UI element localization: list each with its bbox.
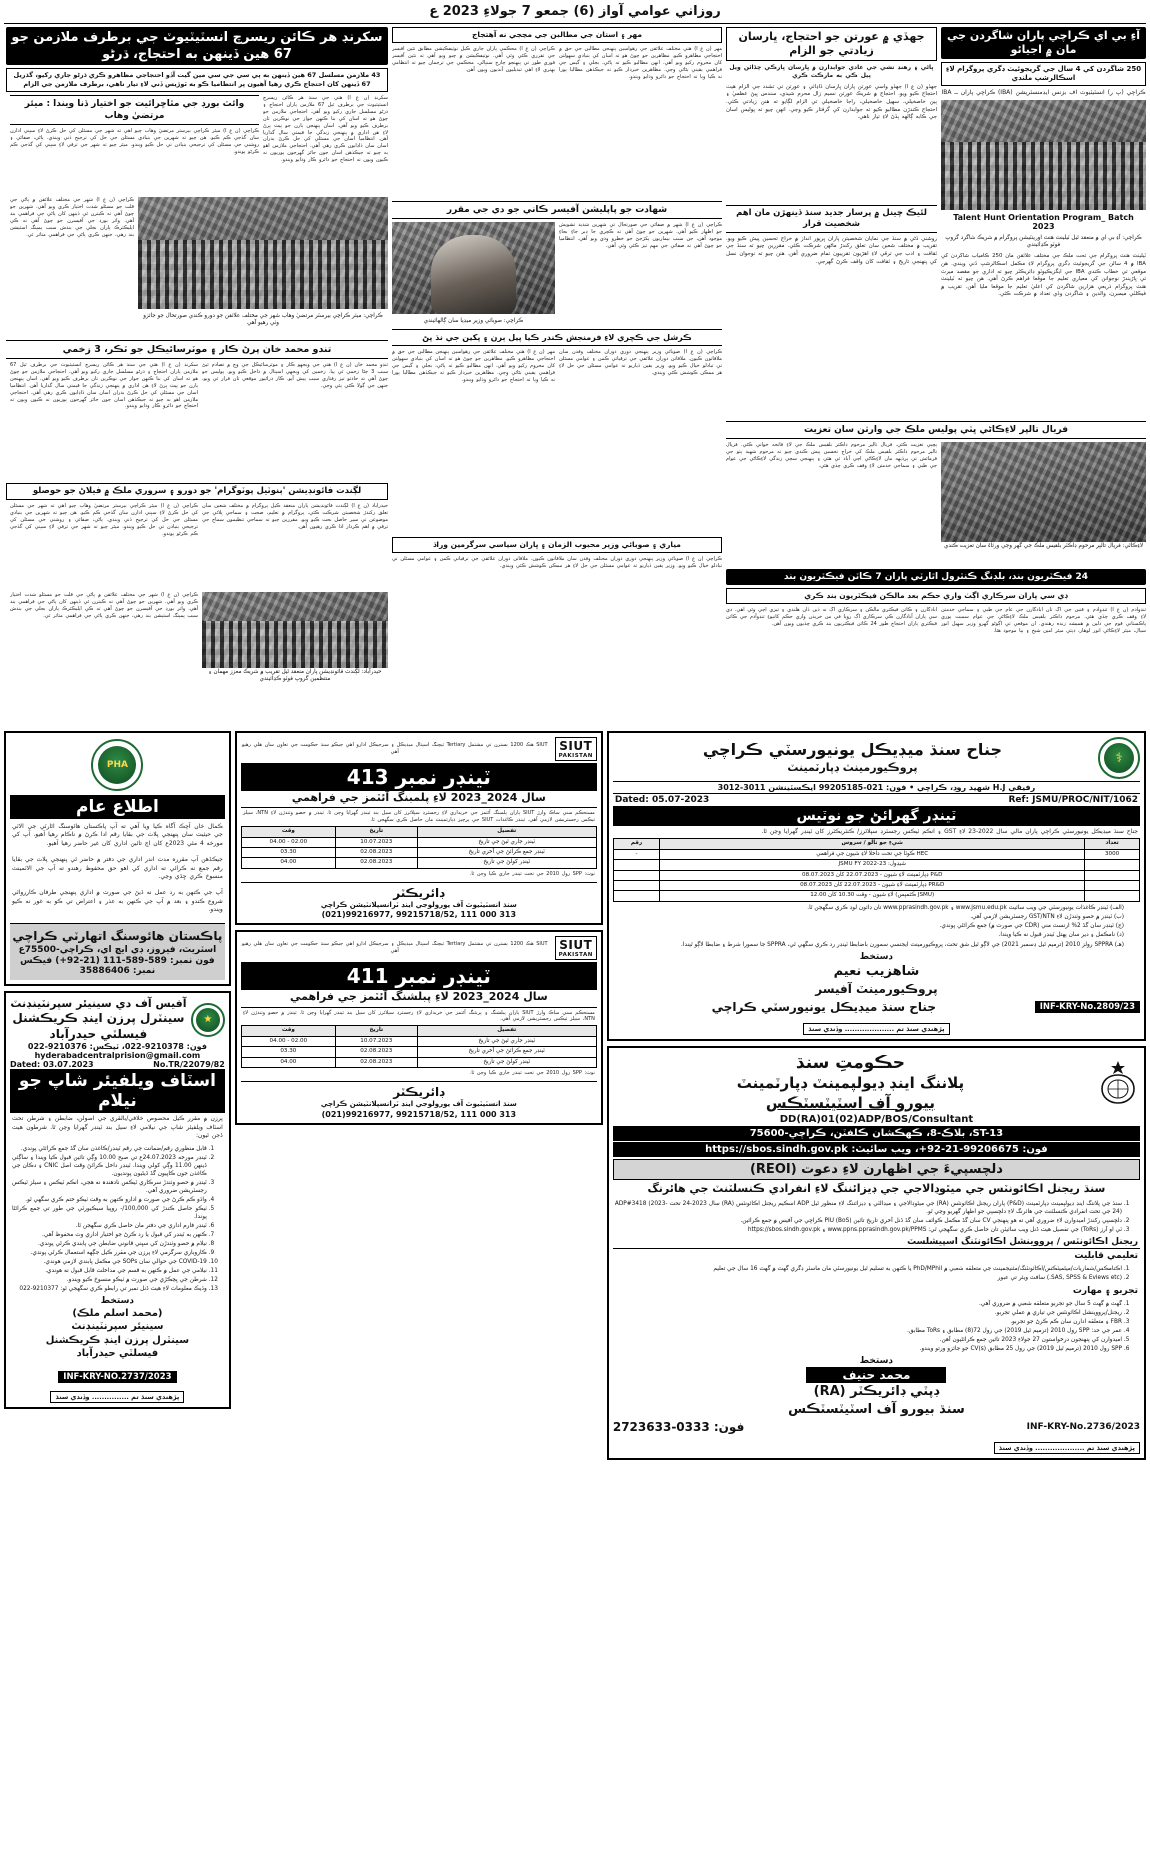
housing-address: اسٽريٽ، فيروز، ڊي ايڇ اي، ڪراچي-75500ع <box>18 944 217 955</box>
housing-authority-ad <box>4 731 231 986</box>
cell: 10.07.2023 <box>335 837 417 847</box>
siut-411-sig: ڊائريڪٽر <box>393 1084 445 1099</box>
table-row <box>241 847 596 857</box>
protest-body: جهڏو (ن ع آ) جهڏو واسي عورتن پاران ڀارسان ڏاڍائي ۽ عورتن تي تشدد جي الزام هيٺ احتجاج ڪيو ويو. احتجاج ۾ شريڪ عورتن نسيم زال محرم شيدي، سندس ڀيڻ عظميٰ ۽ ٻين خاصخيلي، سهيل خاصخيلي، راجا خاصخيلي تي الزام لڳايو ته هنن زيادتي ڪئي. احتجاج ڪندڙن مطالبو ڪيو ته جوابدارن کي گرفتار ڪيو وڃي. انهن چيو ته پوليس اسان جي ڪابه ڳالهه ٻڌڻ لاءِ تيار ناهي. <box>726 83 937 121</box>
cell: 04.00 <box>241 1057 335 1067</box>
housing-title: اطلاع عام <box>10 795 225 819</box>
bos-gov-title: حڪومتِ سنڌ <box>795 1052 905 1073</box>
table-row <box>613 881 1139 891</box>
bos-reoi-ad <box>607 1046 1146 1460</box>
cell: 04.00 <box>241 858 335 868</box>
list-item: 5. ٺيڪو حاصل ڪندڙ کي 100,000/- روپيا سيڪيورٽي جي طور تي جمع ڪرائڻا پوندا. <box>12 1205 207 1221</box>
cell: ٽينڊر جاري ٿيڻ جي تاريخ <box>417 1036 596 1046</box>
cell: 10.07.2023 <box>335 1036 417 1046</box>
housing-body-2: جيڪڏهن آپ مقرره مدت اندر اداري جي دفتر ۾ حاضر ٿي پنهنجي پلاٽ جي بقايا رقم جمع نه ڪرائي ته اداري کي اهو حق محفوظ رهندو ته آپ جي الاٽمينٽ منسوخ ڪري ڇڏي وڃي. <box>12 856 223 881</box>
siut-413-blurb: SIUT هڪ 1200 بسترن تي مشتمل Tertiary ٽيچنگ اسپتال ميڊيڪل ۽ سرجيڪل ادارو آهي جيڪو سنڌ حڪومت جي تعاون سان هلي رهيو آهي <box>241 742 548 755</box>
list-item: 6. ٽينڊر فارم اداري جي دفتر مان حاصل ڪري سگهجن ٿا. <box>12 1222 207 1230</box>
bos-contact: فون: 99206675-21-92+، ويب سائيٽ: https://sbos.sindh.gov.pk <box>613 1141 1140 1157</box>
list-item: 7. ڪنهن به ٽينڊر کي قبول يا رد ڪرڻ جو اختيار اداري وٽ محفوظ آهي. <box>12 1231 207 1239</box>
mid-photo <box>392 222 555 314</box>
pha-logo-icon <box>91 739 143 791</box>
table-row <box>241 858 596 868</box>
table-row <box>613 860 1139 870</box>
cell: 02.08.2023 <box>335 1047 417 1057</box>
prison-dated: Dated: 03.07.2023 <box>10 1060 94 1070</box>
cell: PR&D ڊپارٽمينٽ لاءِ شيون - 22.07.2023 کان 08.07.2023 <box>660 881 1085 891</box>
jsmu-address: رفيقي H.J شهيد روڊ، ڪراچي • فون: 021-99205185 ايڪسٽينشن 3011-3012 <box>613 781 1140 794</box>
list-item: 3. FBR ۽ متعلقه ادارن سان ڪم ڪرڻ جو تجربو. <box>615 1318 1122 1326</box>
jsmu-ref: Ref: JSMU/PROC/NIT/1062 <box>1008 795 1138 805</box>
foundation-photo-wrap <box>202 592 388 688</box>
jsmu-inf-ref: INF-KRY-No.2809/23 <box>1035 1001 1140 1013</box>
siut-413-subbanner: سال 2024_2023 لاءِ پلمبنگ آئٽمز جي فراهمي <box>241 791 597 808</box>
list-item: 10. COVID-19 جي حوالي سان SOPs جي مڪمل پابندي لازمي هوندي. <box>12 1258 207 1266</box>
bos-inf-ref: INF-KRY-No.2736/2023 <box>1026 1421 1140 1432</box>
talpur-headline: فريال تالپر لاءِڪاڻي ڀٽي پوليس ملڪ جي وارثن سان تعزيت <box>726 421 1146 439</box>
siut-411-header-row <box>241 1026 596 1036</box>
left-news-column <box>6 27 388 727</box>
accident-body: ٽنڊو محمد خان (ن ع آ) هتي جي ويجهو ڪار ۽ موٽرسائيڪل جي وچ ۾ تصادم ٿيڻ سبب 3 ڄڻا زخمي ٿي پيا. زخمين کي ويجهي اسپتال ۾ داخل ڪيو ويو. پوليس جو چوڻ آهي ته حادثو تيز رفتاري سبب پيش آيو. ڪار ڊرائيور موقعي تان فرار ٿي ويو، جنهن جي ڳولا ڪئي پئي وڃي. <box>202 362 388 389</box>
foundation-photo-caption: حيدرآباد: لڳندت فائونڊيشن پاران منعقد ٿيل تقريب ۾ شريڪ معزز مهمان ۽ منتظمين گروپ فوٽو ڪڍائيندي <box>208 669 382 682</box>
cell: 02.00 - 04.00 <box>241 1036 335 1046</box>
list-item: 1. سنڌ جي پلاننگ اينڊ ڊيولپمينٽ ڊپارٽمينٽ (P&D) پاران ريجنل اڪائونٽس (RA) جي ميٿوڊالاجي ۽ ميڊالٽي ۽ ڊيزائننگ لاءِ منظور ٿيل ADP اسڪيم ريجنل اڪائونٽس (RA) سال 2023-24 تحت ADP#3418 (2023-24) جي تحت انفرادي ڪنسلٽنٽ جي هائرنگ لاءِ دلچسپي جو اظهار گهريو وڃي ٿو. <box>615 1200 1122 1216</box>
siut-411-banner: ٽينڊر نمبر 411 <box>241 962 597 990</box>
cell <box>613 860 659 870</box>
siut-413-th-1: تاريخ <box>335 827 417 837</box>
jsmu-th-0: تعداد <box>1085 839 1140 849</box>
jsmu-sig-label: دستخط <box>859 951 894 962</box>
bos-intro-list <box>615 1200 1134 1234</box>
siut-411-th-1: تاريخ <box>335 1026 417 1036</box>
jsmu-dept: پروڪيورمينٽ ڊپارٽمينٽ <box>787 761 918 775</box>
prison-sig-0: دستخط <box>100 1295 135 1306</box>
iba-body: ٽيلينٽ هنٽ پروگرام جي تحت ملڪ جي مختلف علائقن مان 250 ڪامياب شاگردن کي IBA ۾ 4 سالن جي گريجوئيٽ ڊگري پروگرام لاءِ مڪمل اسڪالرشپ ڏني ويندي. هن موقعي تي خطاب ڪندي IBA جي ايگزيڪيوٽو ڊائريڪٽر چيو ته اداري جو مقصد ميرٽ تي ڀاڙيندڙ نوجوانن کي معياري تعليم جا موقعا فراهم ڪرڻ آهي. هن چيو ته ٽيلينٽ هنٽ پروگرام ذريعي هزارين شاگردن کي اعليٰ تعليم جا موقعا مليا آهن. تقريب ۾ فيڪلٽي ميمبرن، والدين ۽ شاگردن وڏي تعداد ۾ شرڪت ڪئي. <box>941 253 1146 298</box>
siut-411-body: مستحڪم سني ساڪ وارڙ SIUT پاران پبلشنگ ۽ پرنٽنگ آئٽمز جي خريداري لاءِ رجسٽرڊ سپلائرز کان سيل بند ٽينڊر گهرايا وڃن ٿا. ٽينڊر ۾ حصو وٺندڙن لاءِ NTN، سيلز ٽيڪس رجسٽريشن لازمي آهي. <box>242 1009 595 1023</box>
bos-sig-phone: فون: 0333-2723633 <box>612 1419 745 1434</box>
siut-413-sig: ڊائريڪٽر <box>393 885 445 900</box>
bos-sig-org: سنڌ بيورو آف اسٽيٽسٽڪس <box>788 1402 965 1417</box>
siut-411-blurb: SIUT هڪ 1200 بسترن تي مشتمل Tertiary ٽيچنگ اسپتال ميڊيڪل ۽ سرجيڪل ادارو آهي جيڪو سنڌ حڪومت جي تعاون سان هلي رهيو آهي <box>241 941 548 955</box>
siut-413-header-row <box>241 827 596 837</box>
cell: 02.08.2023 <box>335 858 417 868</box>
cell <box>1085 881 1140 891</box>
bos-reoi-sub: سنڌ ريجنل اڪائونٽس جي ميٿوڊالاجي جي ڊيزائننگ لاءِ انفرادي ڪنسلٽنٽ جي هائرنگ <box>647 1182 1106 1196</box>
siut-411-phone: (021)99216977, 99215718/52, 111 000 313 <box>321 1109 517 1119</box>
prison-title-1: آفيس آف دي سينيئر سپرنٽينڊنٽ <box>10 996 187 1010</box>
jsmu-tender-table <box>613 838 1140 901</box>
factory-body-1: ٽنڊوآدم (ن ع آ) ٽنڊوآدم ۽ قنبن جي اڳ تان آبادگارن جي عام جي طبي ۽ سماجي خدمتن لاءِ وقف ڪري چڏي هئي. مرحوم ڊاڪٽر بلقيس ملڪ لاءِڪاڻي جي عوام سميت پوري پاڪستاني قوم جي دلين ۾ هميشه زنده رهندي. ان موقعي تي اڳوڻو گهرو وزير سهيل انور سيال، ميئر لاءِڪاڻي انور لوهار، ڊپٽي ميئر امين شيخ ۽ ٻيا موجود هئا. <box>941 606 1146 634</box>
bos-section-1: ريجنل اڪائونٽس / پرووينشل اڪائونٽنگ اسپيشلسٽ <box>613 1236 1140 1249</box>
factory-subhead-b: ڊي سي پاران سرڪاري اڳٺ واري حڪم بعد مالڪن فيڪٽريون بند ڪري <box>726 588 1146 604</box>
advertisement-section <box>4 731 1146 1851</box>
jsmu-sig-name: شاهزيب نعيم <box>833 964 920 979</box>
bos-experience <box>615 1300 1134 1353</box>
list-item: 6. SPP رول 2010 (ترميم ٿيل 2019) جي رول 25 مطابق CV(s) جو جائزو ورتو ويندو. <box>615 1345 1122 1353</box>
bos-bureau-title: بيورو آف اسٽيٽسٽڪس <box>765 1093 935 1112</box>
jsmu-sig-org: جناح سنڌ ميڊيڪل يونيورسٽي ڪراچي <box>711 999 936 1014</box>
accident-headline: تندو محمد خان پرڻ ڪار ۽ موٽرسائيڪل جو ٽڪر، 3 زخمي <box>6 340 388 359</box>
list-item: 3. ٽينڊر ۾ حصو وٺندڙ سرڪاري ٽيڪس نادهندہ نه هجي، انڪم ٽيڪس ۽ سيلز ٽيڪس رجسٽريشن ضروري آهي. <box>12 1179 207 1195</box>
bos-sig-name: محمد حنيف <box>806 1367 946 1383</box>
bos-dept-title: پلاننگ اينڊ ڊيولپمينٽ ڊپارٽمينٽ <box>736 1074 965 1093</box>
siut-logo-icon-2 <box>555 936 597 960</box>
siut-411-th-2: وقت <box>241 1026 335 1036</box>
bos-qualifications <box>615 1265 1134 1282</box>
accident-body-2: سکرنڊ (ن ع آ) هتي جي سنڌ هر ڪائن ريسرچ انسٽيٽيوٽ جي برطرف ٿيل 67 ملازمن پاران احتجاج ۽ ڌرڻو مسلسل جاري رکيو ويو آهي. احتجاجي ملازمن جو چوڻ هو ته اسان کي بنا ڪنهن جواز جي نوڪرين تان برطرف ڪيو ويو آهي. اسان پنهنجن ٻارن جو پيٽ ڀرڻ لاءِ هن اداري ۾ پنهنجي زندگي جا قيمتي سال گذاريا آهن. انتظاميا اسان جي مسئلي کي حل ڪرڻ بدران اسان سان ڏاڍايون ڪري رهي آهي. احتجاجي ملازمن اهو به چيو ته جيڪڏهن اسان جون جائز گهرجون پوريون نه ڪيون ويون ته احتجاج جو دائرو ڪار وڌايو ويندو. <box>10 362 198 410</box>
cell: شيڊول: JSMU FY 2022-23 <box>660 860 1085 870</box>
jsmu-dots-strip: پڙهندي سنڌ تم .................... وڏندي سنڌ <box>803 1023 949 1035</box>
cell: 02.08.2023 <box>335 847 417 857</box>
housing-org: پاڪستان هائوسنگ اتھارٽي ڪراچي <box>12 928 223 943</box>
bos-section-2: تعليمي قابليت <box>1074 1251 1138 1262</box>
siut-411-org: سنڌ انسٽيٽيوٽ آف يورولوجي اينڊ ٽرانسپلانٽيشن ڪراچي <box>320 1100 517 1109</box>
cell: 02.00 - 04.00 <box>241 837 335 847</box>
lead-headline: سکرنڊ هر ڪائن ريسرچ انسٽيٽيوٽ جي برطرف ملازمن جو 67 هين ڏينهن به احتجاج، ڌرڻو <box>6 27 388 65</box>
jsmu-conditions <box>615 904 1134 949</box>
prison-inf-ref: INF-KRY-NO.2737/2023 <box>58 1371 176 1383</box>
list-item: 8. نيلام ۾ حصو وٺندڙن کي سڀني قانوني ضابطن جي پابندي ڪرڻي پوندي. <box>12 1240 207 1248</box>
prison-banner: اسٽاف ويلفيئر شاپ جو نيلام <box>10 1069 225 1113</box>
cell <box>1085 891 1140 901</box>
mid-headline-2: ڪرشل جي ڪچري لاءِ فرمنجش ڪندر ڪيا پيل ٻرن ۽ پکين جي نڌ پڻ <box>392 329 722 346</box>
jsmu-title: جناح سنڌ ميڊيڪل يونيورسٽي ڪراچي <box>702 740 1002 760</box>
siut-413-banner: ٽينڊر نمبر 413 <box>241 763 597 791</box>
cell: ٽينڊر جاري ٿيڻ جي تاريخ <box>417 837 596 847</box>
cell: 03.30 <box>241 847 335 857</box>
bos-reoi-title: دلچسپيءَ جي اظهارن لاءِ دعوت (REOI) <box>613 1159 1140 1180</box>
middle-news-column <box>392 27 722 727</box>
jsmu-dated: Dated: 05.07-2023 <box>614 795 710 805</box>
siut-413-th-0: تفصيل <box>417 827 596 837</box>
list-item: 2. (SAS, SPSS & Eviews etc.) سافٽ ويئر تي عبور <box>615 1274 1122 1282</box>
prison-dots-strip: پڙهندي سنڌ تم ............... وڏندي سنڌ <box>50 1391 184 1403</box>
jsmu-table-header-row <box>613 839 1139 849</box>
foundation-body: حيدرآباد (ن ع آ) لڳندت فائونڊيشن پاران منعقد ڪيل پروگرام ۾ مختلف شعبن سان تعلق رکندڙ شخصيتن شرڪت ڪئي. پروگرام ۾ تعليم، صحت ۽ سماجي ڀلائي جي موضوعن تي سير حاصل بحث ڪيو ويو. مقررين چيو ته سماجي تنظيمون سماج جي ترقي ۾ اهم ڪردار ادا ڪري رهيون آهن. <box>202 503 388 530</box>
jsmu-intro: جناح سنڌ ميڊيڪل يونيورسٽي ڪراچي پاران مالي سال 2022-23 لاءِ GST ۽ انڪم ٽيڪس رجسٽرڊ سپلائرز/ ڪنٽريڪٽرز کان ٽينڊر گهرايا وڃن ٿا. <box>761 828 1138 835</box>
bos-dots-strip: پڙهندي سنڌ تم .................... وڏندي سنڌ <box>994 1442 1140 1454</box>
middle-ad-column <box>235 731 603 1125</box>
siut-411-ad <box>235 930 603 1124</box>
prison-sig-3: سينٽرل پرزن اينڊ ڪريڪشنل <box>45 1334 190 1346</box>
cell: 03.30 <box>241 1047 335 1057</box>
cell: HEC ڪوٽا جي تحت داخلا لاءِ شيون جي فراهمي <box>660 849 1085 859</box>
siut-413-table <box>241 826 597 869</box>
protest-headline: جهڏي ۾ عورتن جو احتجاج، ڀارسان زيادتي جو الزام <box>726 27 937 61</box>
siut-logo-sub-2: PAKISTAN <box>558 952 593 959</box>
siut-logo-main: SIUT <box>559 739 593 753</box>
cell: ٽينڊر کولڻ جي تاريخ <box>417 858 596 868</box>
foundation-photo <box>202 592 388 668</box>
list-item: 1. قابل منظوري رقم/ضمانت جي رقم ٽينڊر/ڪاغذن سان گڏ جمع ڪرائڻي پوندي. <box>12 1145 207 1153</box>
foundation-body-3: ڪراچي (ن ع آ) شهر جي مختلف علائقن ۾ پاڻي جي قلت جو مسئلو شدت اختيار ڪري ويو آهي. شهرين جو چوڻ آهي ته ڪيترن ئي ڏينهن کان پاڻي جي فراهمي بند آهي. واٽر بورڊ جي آفيسرن جو چوڻ آهي ته ڪي ايليڪٽرڪ پاران بجلي جي بندش سبب پمپنگ اسٽيشن بند رهي، جنهن ڪري پاڻي جي فراهمي متاثر ٿي. <box>10 592 198 619</box>
table-row <box>241 1036 596 1046</box>
jsmu-logo-icon: ⚕ <box>1098 737 1140 779</box>
siut-413-phone: (021)99216977, 99215718/52, 111 000 313 <box>321 910 517 920</box>
prison-welfare-ad <box>4 991 231 1409</box>
mid-headline-1: شهادت جو پاپليشن آفيسر ڪاني جو دي جي مقرر <box>392 201 722 219</box>
siut-logo-sub: PAKISTAN <box>558 753 593 759</box>
iba-subhead: 250 شاگردن کي 4 سال جي گريجوئيٽ ڊگري پروگرام لاءِ اسڪالرشپ ملندي <box>941 62 1146 86</box>
mid-body-3: ڪراچي (ن ع آ) صوبائي وزير پنهنجي دوري دوران مختلف وفدن سان ملاقاتون ڪيون. ملاقاتن دوران علائقي جي ترقياتي ڪمن ۽ عوامي مسئلن تي تبادلو خيال ڪيو ويو. وزير يقين ڏياريو ته عوامي مسئلن جي حل لاءِ هر ممڪن ڪوشش ڪئي ويندي. <box>559 349 722 376</box>
mayor-body: ڪراچي (ن ع آ) ميئر ڪراچي بيرسٽر مرتضيٰ وهاب چيو آهي ته شهر جي مسئلن کي حل ڪرڻ لاءِ سڀني ادارن سان گڏجي ڪم ڪبو. هن چيو ته شهرين جي بنيادي مسئلن جي حل کي ترجيح ڏني ويندي. پاڻي، صفائي ۽ روشني جي مسئلن کي ترجيحي بنيادن تي حل ڪيو ويندو. ميئر چيو ته شهر جي ترقي لاءِ سڀني کي گڏجي ڪم ڪرڻو پوندو. <box>10 128 259 155</box>
factory-subhead: 24 فيڪٽريون بند، بلڊنگ ڪنٽرول اٿارٽي پاران 7 ڪاٽن فيڪٽريون بند <box>726 569 1146 585</box>
left-body-3: ڪراچي (ن ع آ) شهر جي مختلف علائقن ۾ پاڻي جي قلت جو مسئلو شدت اختيار ڪري ويو آهي. شهرين جو چوڻ آهي ته ڪيترن ئي ڏينهن کان پاڻي جي فراهمي بند آهي. واٽر بورڊ جي آفيسرن جو چوڻ آهي ته ڪي ايليڪٽرڪ پاران بجلي جي بندش سبب پمپنگ اسٽيشن بند رهي، جنهن ڪري پاڻي جي فراهمي متاثر ٿي. <box>10 197 134 238</box>
right-news-column <box>726 27 1146 727</box>
iba-lead: ڪراچي (پ ر) انسٽيٽيوٽ آف بزنس ايڊمنسٽريشن (IBA) ڪراچي پاران ــ IBA <box>941 89 1146 96</box>
table-row <box>241 1057 596 1067</box>
siut-411-subbanner: سال 2024_2023 لاءِ پبلشنگ آئٽمز جي فراهمي <box>241 990 597 1007</box>
table-row <box>613 891 1139 901</box>
list-item: (الف) ٽينڊر ڪاغذات يونيورسٽي جي ويب سائيٽ www.jsmu.edu.pk ۽ www.pprasindh.gov.pk تان ڊائون لوڊ ڪري سگهجن ٿا. <box>807 904 1124 911</box>
cell <box>1085 870 1140 880</box>
mayor-headline: وائٽ بورڊ جي مٿاڇرائيت جو اختيار ڏنا ويندا : ميئر مرتضيٰ وهاب <box>10 95 259 125</box>
list-item: (ب) ٽينڊر ۾ حصو وٺندڙن لاءِ GST/NTN رجسٽريشن لازمي آهي. <box>970 914 1124 921</box>
jsmu-th-1: شيءِ جو نالو / سروس <box>660 839 1085 849</box>
bos-address: ST-13، بلاڪ-8، ڪھڪشان ڪلفٽن، ڪراچي-75600 <box>613 1126 1140 1141</box>
list-item: 2. ريجنل/پرووينشل اڪائونٽس جي تياري ۾ عملي تجربو. <box>615 1309 1122 1317</box>
housing-phone: فون نمبر: 589-589-111 (21-92+) فيڪس نمبر: 35886406 <box>20 955 215 976</box>
prison-intro: پرزن ۾ مقرر ڪيل محصوص خلافي/بالقري جي اصولن، ضابطن ۽ شرطن تحت اسٽاف ويلفيئر شاپ جي نيلامي لاءِ سيل بند ٽينڊر گهرايا وڃن ٿا. شرطون هيٺ ڏجن ٿيون: <box>12 1115 223 1140</box>
left-ad-column <box>4 731 231 1409</box>
list-item: 4. عمر جي حد: SPP رول 2010 (ترميم ٿيل 2019) جي رول 72(8) مطابق ۽ ToRs مطابق. <box>615 1327 1122 1335</box>
cell: ٽينڊر کولڻ جي تاريخ <box>417 1057 596 1067</box>
jsmu-banner: ٽينڊر گهرائڻ جو نوٽيس <box>613 806 1140 826</box>
sindh-govt-crest-icon <box>1096 1059 1140 1105</box>
list-item: 2. دلچسپي رکندڙ اميدوارن لاءِ ضروري آهي ته هو پنهنجي CV سان گڏ مڪمل ڪوائف سان گڏ ڏنل آخري تاريخ تائين PIU (BoS) ڪراچي جي آفيس ۾ جمع ڪرائين. <box>615 1217 1122 1225</box>
list-item: 13. وڌيڪ معلومات لاءِ هيٺ ڏنل نمبر تي رابطو ڪري سگهجي ٿو: 9210377-022 <box>12 1285 207 1293</box>
talpur-photo <box>941 442 1146 542</box>
top-news-section <box>4 27 1146 727</box>
siut-413-ad <box>235 731 603 925</box>
cell: P&D ڊپارٽمينٽ لاءِ شيون - 22.07.2023 کان 08.07.2023 <box>660 870 1085 880</box>
siut-411-table <box>241 1025 597 1068</box>
mayor-photo-wrap <box>138 197 388 337</box>
mid-photo-wrap <box>392 222 555 326</box>
lead-body-1: سکرنڊ (ن ع آ) هتي جي سنڌ هر ڪائن ريسرچ انسٽيٽيوٽ جي برطرف ٿيل 67 ملازمن پاران احتجاج ۽ ڌرڻو مسلسل جاري رکيو ويو آهي. احتجاجي ملازمن جو چوڻ هو ته اسان کي بنا ڪنهن جواز جي نوڪرين تان برطرف ڪيو ويو آهي. اسان پنهنجن ٻارن جو پيٽ ڀرڻ لاءِ هن اداري ۾ پنهنجي زندگي جا قيمتي سال گذاريا آهن. انتظاميا اسان جي مسئلي کي حل ڪرڻ بدران اسان سان ڏاڍايون ڪري رهي آهي. احتجاجي ملازمن اهو به چيو ته جيڪڏهن اسان جون جائز گهرجون پوريون نه ڪيون ويون ته احتجاج جو دائرو ڪار وڌايو ويندو. <box>263 95 388 164</box>
right-ad-column <box>607 731 1146 1460</box>
siut-411-note: نوٽ: SPP رول 2010 جي تحت ٽينڊر جاري ڪيا وڃن ٿا. <box>469 1070 595 1076</box>
mid-left-sub <box>559 222 722 326</box>
talpur-photo-wrap <box>941 442 1146 564</box>
prison-email: hyderabadcentralprision@gmail.com <box>34 1051 201 1061</box>
mid-top-body-2: ڪراچي (ن ع آ) محڪمي پاران جاري ڪيل نوٽيفڪيشن مطابق نئين آفيسر جي تقرري ڪئي وئي آهي. نوٽيفڪيشن ۾ چيو ويو آهي ته نئين آفيسر فوري طور تي پنهنجو چارج سنڀالي. محڪمي جي ترجمان چيو ته انتظامي بهتري لاءِ اهي تبديليون آنديون ويون آهن. <box>392 46 555 73</box>
foundation-body-2: ڪراچي (ن ع آ) ميئر ڪراچي بيرسٽر مرتضيٰ وهاب چيو آهي ته شهر جي مسئلن کي حل ڪرڻ لاءِ سڀني ادارن سان گڏجي ڪم ڪبو. هن چيو ته شهرين جي بنيادي مسئلن جي حل کي ترجيح ڏني ويندي. پاڻي، صفائي ۽ روشني جي مسئلن کي ترجيحي بنيادن تي حل ڪيو ويندو. ميئر چيو ته شهر جي ترقي لاءِ سڀني کي گڏجي ڪم ڪرڻو پوندو. <box>10 503 198 537</box>
mid-body-4: مهر (ن ع آ) هتي مختلف علائقن جي رهواسين پنهنجن مطالبن جي حق ۾ احتجاجي مظاهرو ڪيو. مظاهرين جو چوڻ هو ته اسان کي بنيادي سهولتن کان محروم رکيو ويو آهي. انهن مطالبو ڪيو ته پاڻي، بجلي ۽ گيس جي فراهمي يقيني بڻائي وڃي. مظاهرين خبردار ڪيو ته جيڪڏهن مطالبا پورا نه ڪيا ويا ته احتجاج جو دائرو وڌايو ويندو. <box>392 349 555 383</box>
talpur-body: پڇپي تعزيت ڪئي. فريال تالپر مرحوم ڊاڪٽر بلقيس ملڪ جي لاءِ فاتحه خواني ڪئي. فريال تالپر مرحوم ڊاڪٽر بلقيس ملڪ کي خراج تحسين پيش ڪندي چيو ته مرحوم شهيد پتو جي فرمائش تي پرڏيهه مان لاءِڪاڻي اچي آباد ٿي هئي ۽ پنهنجي سڄي زندگي لاءِڪاڻي جي عوام جي طبي ۽ سماجي خدمتن لاءِ وقف ڪري ڇڏي هئي. <box>726 441 937 469</box>
list-item: 4. واڌو ڪم ڪرڻ جي صورت ۾ ادارو ڪنهن به وقت ٺيڪو ختم ڪري سگهي ٿو. <box>12 1196 207 1204</box>
table-row <box>241 837 596 847</box>
prison-phone: فون: 9210378-022، ٽيڪس: 9210376-022 <box>27 1042 207 1052</box>
protest-article-block <box>726 27 937 416</box>
mayor-photo <box>138 197 388 309</box>
prison-sig-2: سينيئر سپرنٽينڊنٽ <box>71 1321 164 1333</box>
cell: ٽينڊر جمع ڪرائڻ جي آخري تاريخ <box>417 1047 596 1057</box>
siut-413-th-2: وقت <box>241 827 335 837</box>
cell: 3000 <box>1085 849 1140 859</box>
cell <box>613 891 659 901</box>
jsmu-th-2: رقم <box>613 839 659 849</box>
iba-article-block <box>941 27 1146 416</box>
mid-headline-3: مياري ۽ صوبائي وزير محبوب الزمان ۽ ڀاران سياسي سرگرمين وراڌ <box>392 537 722 553</box>
list-item: 11. نيلامي جي عمل ۾ ڪنهن به قسم جي مداخلت قابل قبول نه هوندي. <box>12 1267 207 1275</box>
prison-logo-icon: ★ <box>191 1003 225 1037</box>
page-masthead: روزاني عوامي آواز (6) جمعو 7 جولاءِ 2023 ع <box>4 0 1146 24</box>
prison-terms-list <box>12 1145 219 1293</box>
siut-413-body: مستحڪم سني ساڪ وارڙ SIUT پاران پلمبنگ آئٽمز جي خريداري لاءِ رجسٽرڊ سپلائرز کان سيل بند ٽينڊر گهرايا وڃن ٿا. ٽينڊر ۾ حصو وٺندڙن لاءِ NTN، سيلز ٽيڪس رجسٽريشن لازمي آهي. ٽينڊر ڪاغذات SIUT جي پرچيز ڊپارٽمينٽ مان حاصل ڪري سگهجن ٿا. <box>242 810 595 824</box>
siut-logo-icon <box>555 737 597 761</box>
list-item: 1. اڪنامڪس/شماريات/ميٿميٽڪس/اڪائونٽنگ/مئنيجمينٽ جي متعلقه شعبي ۾ PhD/MPhil يا ڪنهن به تسليم ٿيل يونيورسٽي مان ماسٽر ڊگري گهٽ ۾ گهٽ 16 سال جي تعليم <box>615 1265 1122 1273</box>
mid-sub-body: ڪراچي (ن ع آ) شهر ۾ صفائي جي صورتحال تي شهرين شديد تشويش جو اظهار ڪيو آهي. شهرين جو چوڻ آهي ته ڪچري جا ڍير جاءِ بجاءِ موجود آهن، جن سبب بيماريون پکڙجڻ جو خطرو وڌي ويو آهي. انتظاميا جو چوڻ آهي ته صفائي جي مهم تيز ڪئي وئي آهي. <box>559 222 722 249</box>
cell: 02.08.2023 <box>335 1057 417 1067</box>
table-row <box>613 870 1139 880</box>
iba-photo-caption-en: Talent Hunt Orientation Program_ Batch 2023 <box>953 213 1134 232</box>
list-item: (ج) ٽينڊر سان گڏ 2% ارنسٽ مني (CDR جي صورت ۾) جمع ڪرائڻي پوندي. <box>939 923 1124 930</box>
table-row <box>241 1047 596 1057</box>
bos-sig-role: ڊپٽي ڊائريڪٽر (RA) <box>813 1384 940 1400</box>
cell <box>613 881 659 891</box>
mid-top-headline: مهر ۽ استان جي مطالبن جي مڃجي نه آهتجاج <box>392 27 722 43</box>
cell <box>613 870 659 880</box>
pha-logo-text: PHA <box>98 746 136 784</box>
cell: (JSMU ڪئمپس) لاءِ شيون - وقت 10.30 کان 12.00 <box>660 891 1085 901</box>
prison-sig-4: فيسلٽي حيدرآباد <box>76 1348 159 1360</box>
foundation-headline: لڳندت فائونڊيشن 'ٻنوٽيل پوٽوگرام' جو دورو ۽ سروري ملڪ ۾ فيلاڻ جو حوصلو <box>6 483 388 500</box>
leak-channel-headline: لئيڪ چينل ۾ پرسار جديد سنڌ ڏينهڙن مان اهم شخصيت قرار <box>726 205 937 233</box>
siut-logo-main-2: SIUT <box>559 938 593 953</box>
prison-ref: No.TR/22079/82 <box>153 1060 225 1070</box>
table-row <box>613 849 1139 859</box>
leak-channel-body: روشني ڌڻي ۾ سنڌ جي نمايان شخصيتن پاران ڀرپور انداز ۾ خراج تحسين پيش ڪيو ويو. تقريب ۾ مختلف شعبن سان تعلق رکندڙ ماڻهن شرڪت ڪئي. مقررين چيو ته سنڌ جي ثقافت ۽ ادب جي ترقي لاءِ اهڙيون تقريبون تمام ضروري آهن. هنن چيو ته نوجوان نسل کي پنهنجي تاريخ ۽ ثقافت کان واقف ڪرڻ گهرجي. <box>726 235 937 265</box>
iba-headline: آءِ بي اي ڪراچي پاران شاگردن جي مان ۾ اجيائو <box>941 27 1146 59</box>
siut-413-note: نوٽ: SPP رول 2010 جي تحت ٽينڊر جاري ڪيا وڃن ٿا. <box>469 870 595 877</box>
list-item: (هـ) SPPRA رولز 2010 (ترميم ٿيل ڊسمبر 2021) جي لاڳو ٿيل شق تحت، پروڪيورمينٽ ايجنسي سمورن باضابطا ٽينڊر رد ڪري سگهي ٿي، SPPRA جا سمورا شرط ۽ ضابطا لاڳو ٿيندا. <box>681 941 1124 948</box>
cell: - <box>613 849 659 859</box>
bos-section-3: تجربو ۽ مهارت <box>1072 1286 1138 1297</box>
talpur-photo-caption: لاءِڪاڻي: فريال تالپر مرحوم ڊاڪٽر بلقيس ملڪ جي گهر وڃي ورثاءَ سان تعزيت ڪندي <box>943 542 1144 549</box>
siut-413-org: سنڌ انسٽيٽيوٽ آف يورولوجي اينڊ ٽرانسپلانٽيشن ڪراچي <box>320 900 517 909</box>
prison-title-2: سينٽرل پرزن اينڊ ڪريڪشنل فيسلٽي حيدرآباد <box>12 1011 185 1041</box>
bos-sig-label: دستخط <box>859 1356 894 1367</box>
jsmu-tender-ad <box>607 731 1146 1041</box>
list-item: (د) نامڪمل ۽ دير سان پهتل ٽينڊر قبول نه ڪيا ويندا. <box>998 932 1124 939</box>
iba-photo <box>941 100 1146 210</box>
factory-body-2: آبادگارن ۽ ڪاٽن فيڪٽري مالڪن ۽ سرڪاري اڳ نه ڏين ڏان هلندي ۽ تيزي اچي وئي آهي. ڊي سي پاران آبادگارن ڪي سرڪاري اڳ رويا في من خريدن واري حڪم کانپوءِ ٽنڊوآدم جي ڪاٽن فيڪٽري پاران احتجاج طور 24 ڪاٽن فيڪٽريون بند ڪري ڇڏيون ويون آهن. <box>726 606 937 627</box>
housing-body-1: ڪمال خان آچڪ آگاه ڪيا ويا آهي ته آپ پاڪستان هائوسنگ اٿارٽي جي الاٽي جي حيثيت سان پنهنجي پلاٽ جي بقايا رقم ادا ڪرڻ ۾ ناڪام رهيا آهيو. آپ کي مورخه 4 مئي 2023ع کان اڄ تائين اداري کان غير حاضر رهيا آهيو. <box>12 823 223 847</box>
list-item: 3. ٽي او آرز (ToRs) جي تفصيل هيٺ ڏنل ويب سائيٽن تان حاصل ڪري سگهجي ٿي: www.ppns.pprasindh.gov.pk/PPMS ۽ https://sbos.sindh.gov.pk <box>615 1226 1122 1234</box>
mid-body-5: ڪراچي (ن ع آ) صوبائي وزير پنهنجي دوري دوران مختلف وفدن سان ملاقاتون ڪيون. ملاقاتن دوران علائقي جي ترقياتي ڪمن ۽ عوامي مسئلن تي تبادلو خيال ڪيو ويو. وزير يقين ڏياريو ته عوامي مسئلن جي حل لاءِ هر ممڪن ڪوشش ڪئي ويندي. <box>392 556 722 569</box>
mayor-photo-caption: ڪراچي: ميئر ڪراچي بيرسٽر مرتضيٰ وهاب شهر جي مختلف علائقن جو دورو ڪندي صورتحال جو جائزو وٺي رهيو آهي <box>143 313 383 326</box>
housing-body-3: آپ جي ڪنهن به رد عمل نه ڏيڻ جي صورت ۾ اداري پنهنجي طرفان ڪارروائي شروع ڪندو ۽ بعد ۾ آپ جي ڪنهن به عذر ۽ اعتراض تي ڪو به غور نه ڪيو ويندو. <box>12 889 223 914</box>
bos-code: DD(RA)01(02)ADP/BOS/Consultant <box>779 1114 974 1126</box>
prison-sig-1: (محمد اسلم ملڪ) <box>72 1307 163 1319</box>
list-item: 9. ڪاروباري سرگرمي لاءِ پرزن جي مقرر ڪيل جڳهه استعمال ڪرڻي پوندي. <box>12 1249 207 1257</box>
list-item: 1. گهٽ ۾ گهٽ 5 سال جو تجربو متعلقه شعبي ۾ ضروري آهي. <box>615 1300 1122 1308</box>
lead-subhead: 43 ملازمن مسلسل 67 هين ڏينهن به پي سي جي سي مين گيت آڏو احتجاجي مظاهرو ڪري ڌرڻو جاري رکيو، گذريل 67 ڏينهن کان احتجاج ڪري رهيا آهيون پر انتظاميا ڪو به ٽوڙيس ڏني لاءِ تيار ناهي، برطرف ملازمن جي الزام <box>6 68 388 92</box>
list-item: 12. شرطن جي ڀڃڪڙي جي صورت ۾ ٺيڪو منسوخ ڪيو ويندو. <box>12 1276 207 1284</box>
iba-photo-caption-sd: ڪراچي: آءِ بي اي ۾ منعقد ٿيل ٽيلينٽ هنٽ اورينٽيشن پروگرام ۾ شريڪ شاگرد گروپ فوٽو ڪڍائيندي <box>945 235 1142 249</box>
list-item: 2. ٽينڊر مورخه 24.07.2023ع تي صبح 10.00 وڳي تائين قبول ڪيا ويندا ۽ ساڳئي ڏينهن 11.00 وڳي کولي ويندا. ٽينڊر داخل ڪرائڻ وقت اصل CNIC ۽ دڪان جي ڪاغذن جون ڪاپيون گڏ ڏيڻيون پونديون. <box>12 1154 207 1178</box>
cell: ٽينڊر جمع ڪرائڻ جي آخري تاريخ <box>417 847 596 857</box>
protest-subhead: ڀاڻي ۽ رهنڊ نشي جي عادي جوابدارن ۾ ڀارسان ڀارڪي چڏائن ويل پيل ڪي به مارڪت ڪري <box>729 64 934 80</box>
jsmu-sig-title: پروڪيورمينٽ آفيسر <box>815 981 938 996</box>
list-item: 5. اميدوارن کي پنهنجون درخواستون 27 جولاءِ 2023 تائين جمع ڪرائڻيون آهن. <box>615 1336 1122 1344</box>
siut-411-th-0: تفصيل <box>417 1026 596 1036</box>
mid-top-body: مهر (ن ع آ) هتي مختلف علائقن جي رهواسين پنهنجن مطالبن جي حق ۾ احتجاجي مظاهرو ڪيو. مظاهرين جو چوڻ هو ته اسان کي بنيادي سهولتن کان محروم رکيو ويو آهي. انهن مطالبو ڪيو ته پاڻي، بجلي ۽ گيس جي فراهمي يقيني بڻائي وڃي. مظاهرين خبردار ڪيو ته جيڪڏهن مطالبا پورا نه ڪيا ويا ته احتجاج جو دائرو وڌايو ويندو. <box>559 46 722 80</box>
cell <box>1085 860 1140 870</box>
mid-photo-caption: ڪراچي: صوبائي وزير ميڊيا سان ڳالهائيندي <box>423 318 524 324</box>
